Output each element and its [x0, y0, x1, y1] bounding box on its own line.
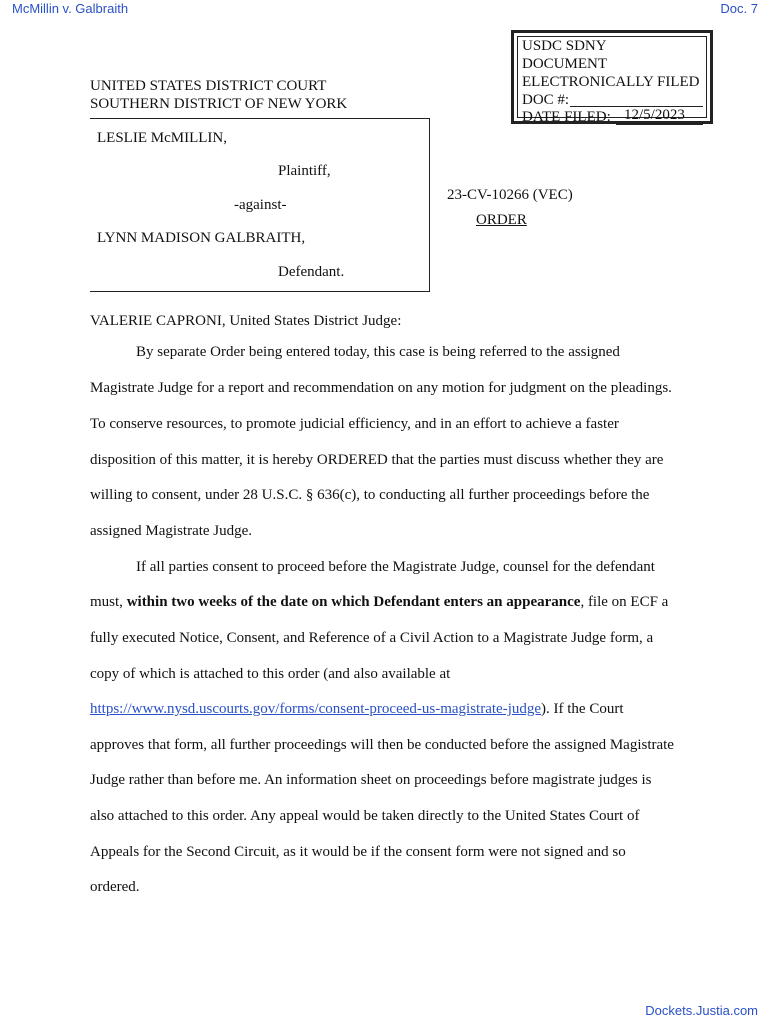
paragraph2-line2	[90, 593, 668, 611]
paragraph2-line2-pre: must,	[90, 594, 127, 610]
paragraph2-line10: ordered.	[90, 879, 140, 895]
stamp-date-label: DATE FILED:	[522, 109, 611, 125]
stamp-line-electronically-filed: ELECTRONICALLY FILED	[522, 74, 700, 90]
case-number: 23-CV-10266 (VEC)	[447, 187, 573, 203]
stamp-line-usdc: USDC SDNY	[522, 38, 607, 54]
against-text: -against-	[234, 197, 287, 213]
stamp-line-document: DOCUMENT	[522, 56, 607, 72]
paragraph2-line8: also attached to this order. Any appeal would be taken directly to the United States Court of	[90, 808, 640, 824]
paragraph2-line9: Appeals for the Second Circuit, as it would be if the consent form were not signed and so	[90, 844, 626, 860]
paragraph2-line6: approves that form, all further proceedings will then be conducted before the assigned Magistrate	[90, 737, 674, 753]
court-name-line2: SOUTHERN DISTRICT OF NEW YORK	[90, 96, 348, 112]
stamp-date-fill-line	[616, 124, 703, 125]
paragraph2-line7: Judge rather than before me. An information sheet on proceedings before magistrate judges is	[90, 772, 652, 788]
stamp-date-value: 12/5/2023	[624, 107, 685, 123]
paragraph1-line2: Magistrate Judge for a report and recommendation on any motion for judgment on the pleadings.	[90, 380, 672, 396]
paragraph1-line4: disposition of this matter, it is hereby ORDERED that the parties must discuss whether they are	[90, 452, 664, 468]
stamp-doc-label: DOC #:	[522, 92, 570, 108]
filing-stamp	[511, 30, 713, 124]
paragraph2-line4: copy of which is attached to this order (and also available at	[90, 666, 451, 682]
paragraph2-line2-post: , file on ECF a	[580, 594, 669, 610]
paragraph1-line1: By separate Order being entered today, this case is being referred to the assigned	[136, 344, 620, 360]
plaintiff-name: LESLIE McMILLIN,	[97, 130, 227, 146]
dockets-justia-link[interactable]: Dockets.Justia.com	[645, 1003, 758, 1018]
paragraph2-line5	[90, 700, 624, 718]
defendant-role: Defendant.	[278, 264, 345, 280]
judge-line: VALERIE CAPRONI, United States District Judge:	[90, 313, 402, 329]
paragraph2-line5-post: ). If the Court	[541, 701, 624, 717]
paragraph1-line3: To conserve resources, to promote judicial efficiency, and in an effort to achieve a faster	[90, 416, 619, 432]
plaintiff-role: Plaintiff,	[278, 163, 331, 179]
paragraph2-line3: fully executed Notice, Consent, and Reference of a Civil Action to a Magistrate Judge form, a	[90, 630, 654, 646]
defendant-name: LYNN MADISON GALBRAITH,	[97, 230, 306, 246]
deadline-emphasis: within two weeks of the date on which Defendant enters an appearance	[126, 594, 581, 610]
consent-form-url-link[interactable]: https://www.nysd.uscourts.gov/forms/consent-proceed-us-magistrate-judge	[90, 701, 542, 717]
paragraph2-line1: If all parties consent to proceed before the Magistrate Judge, counsel for the defendant	[136, 559, 655, 575]
doc-number-link[interactable]: Doc. 7	[720, 1, 758, 16]
paragraph1-line6: assigned Magistrate Judge.	[90, 523, 253, 539]
court-name-line1: UNITED STATES DISTRICT COURT	[90, 78, 327, 94]
paragraph1-line5: willing to consent, under 28 U.S.C. § 636(c), to conducting all further proceedings before the	[90, 487, 650, 503]
case-title-link[interactable]: McMillin v. Galbraith	[12, 1, 129, 16]
document-title: ORDER	[476, 212, 527, 228]
